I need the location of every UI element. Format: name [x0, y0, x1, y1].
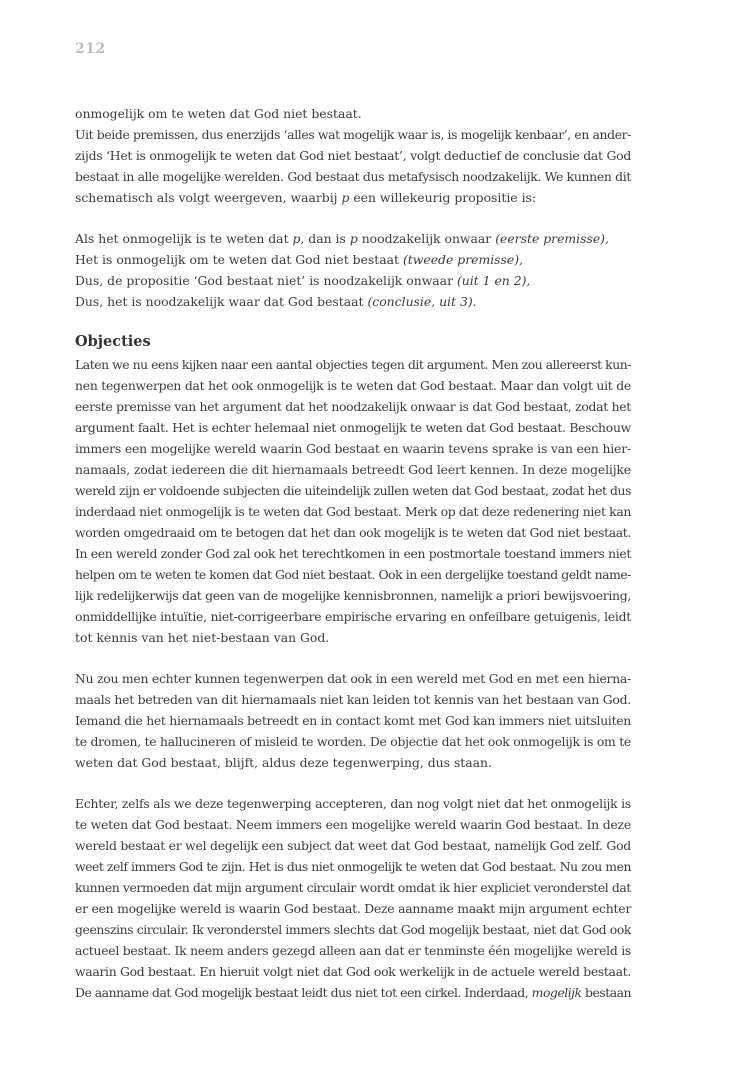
text-line: te weten dat God bestaat. Neem immers een mogelijke wereld waarin God bestaat. In deze — [75, 817, 631, 832]
text-line: onmiddellijke intuïtie, niet-corrigeerbare empirische ervaring en onfeilbare getuigenis, leidt — [75, 609, 631, 624]
text-line: bestaat in alle mogelijke werelden. God bestaat dus metafysisch noodzakelijk. We kunnen dit — [75, 169, 631, 184]
schema-line: Dus, het is noodzakelijk waar dat God bestaat (conclusie, uit 3). — [75, 294, 477, 309]
text-line: wereld zijn er voldoende subjecten die uiteindelijk zullen weten dat God bestaat, zodat het dus — [75, 483, 631, 498]
schema-line: Het is onmogelijk om te weten dat God niet bestaat (tweede premisse), — [75, 252, 523, 267]
text-line: argument faalt. Het is echter helemaal niet onmogelijk te weten dat God bestaat. Beschouw — [75, 420, 632, 435]
text-line: Laten we nu eens kijken naar een aantal objecties tegen dit argument. Men zou allereerst kun- — [75, 357, 631, 372]
text-line: In een wereld zonder God zal ook het terechtkomen in een postmortale toestand immers niet — [75, 546, 631, 561]
text-line: lijk redelijkerwijs dat geen van de mogelijke kennisbronnen, namelijk a priori bewijsvoering, — [75, 588, 631, 603]
text-line: namaals, zodat iedereen die dit hiernamaals betreedt God leert kennen. In deze mogelijke — [75, 462, 631, 477]
text-line: kunnen vermoeden dat mijn argument circulair wordt omdat ik hier expliciet veronderstel dat — [75, 880, 631, 895]
text-line: er een mogelijke wereld is waarin God bestaat. Deze aanname maakt mijn argument echter — [75, 901, 631, 916]
text-line: Iemand die het hiernamaals betreedt en in contact komt met God kan immers niet uitsluiten — [75, 713, 631, 728]
text-line: Echter, zelfs als we deze tegenwerping accepteren, dan nog volgt niet dat het onmogelijk is — [75, 796, 631, 811]
text-line: onmogelijk om te weten dat God niet bestaat. — [75, 106, 362, 121]
text-line: waarin God bestaat. En hieruit volgt niet dat God ook werkelijk in de actuele wereld bestaat. — [75, 964, 631, 979]
text-line: weten dat God bestaat, blijft, aldus deze tegenwerping, dus staan. — [75, 755, 492, 770]
text-line: zijds ‘Het is onmogelijk te weten dat God niet bestaat’, volgt deductief de conclusie dat God — [75, 148, 631, 163]
text-line: actueel bestaat. Ik neem anders gezegd alleen aan dat er tenminste één mogelijke wereld is — [75, 943, 632, 958]
text-line: nen tegenwerpen dat het ook onmogelijk is te weten dat God bestaat. Maar dan volgt uit de — [75, 378, 631, 393]
text-line: eerste premisse van het argument dat het noodzakelijk onwaar is dat God bestaat, zodat het — [75, 399, 631, 414]
schema-line: Dus, de propositie ‘God bestaat niet’ is noodzakelijk onwaar (uit 1 en 2), — [75, 273, 531, 288]
section-heading: Objecties — [75, 333, 151, 350]
schema-line: Als het onmogelijk is te weten dat p, dan is p noodzakelijk onwaar (eerste premisse), — [75, 231, 609, 246]
text-line: helpen om te weten te komen dat God niet bestaat. Ook in een dergelijke toestand geldt name- — [75, 567, 631, 582]
text-line: wereld bestaat er wel degelijk een subject dat weet dat God bestaat, namelijk God zelf. God — [75, 838, 631, 853]
text-line: immers een mogelijke wereld waarin God bestaat en waarin tevens sprake is van een hier- — [75, 441, 631, 456]
text-line: geenszins circulair. Ik veronderstel immers slechts dat God mogelijk bestaat, niet dat God ook — [75, 922, 631, 937]
text-line: De aanname dat God mogelijk bestaat leidt dus niet tot een cirkel. Inderdaad, mogelijk bestaan — [75, 985, 631, 1000]
text-line: worden omgedraaid om te betogen dat het dan ook mogelijk is te weten dat God niet bestaat. — [75, 525, 631, 540]
text-line: inderdaad niet onmogelijk is te weten dat God bestaat. Merk op dat deze redenering niet kan — [75, 504, 631, 519]
text-line: Uit beide premissen, dus enerzijds ‘alles wat mogelijk waar is, is mogelijk kenbaar’, en ander- — [75, 127, 631, 142]
text-line: maals het betreden van dit hiernamaals niet kan leiden tot kennis van het bestaan van God. — [75, 692, 631, 707]
text-line: tot kennis van het niet-bestaan van God. — [75, 630, 330, 645]
page-number: 212 — [75, 41, 106, 57]
text-line: weet zelf immers God te zijn. Het is dus niet onmogelijk te weten dat God bestaat. Nu zou men — [75, 859, 631, 874]
text-line: Nu zou men echter kunnen tegenwerpen dat ook in een wereld met God en met een hierna- — [75, 671, 631, 686]
text-line: schematisch als volgt weergeven, waarbij p een willekeurig propositie is: — [75, 190, 537, 205]
text-line: te dromen, te hallucineren of misleid te worden. De objectie dat het ook onmogelijk is om te — [75, 734, 631, 749]
